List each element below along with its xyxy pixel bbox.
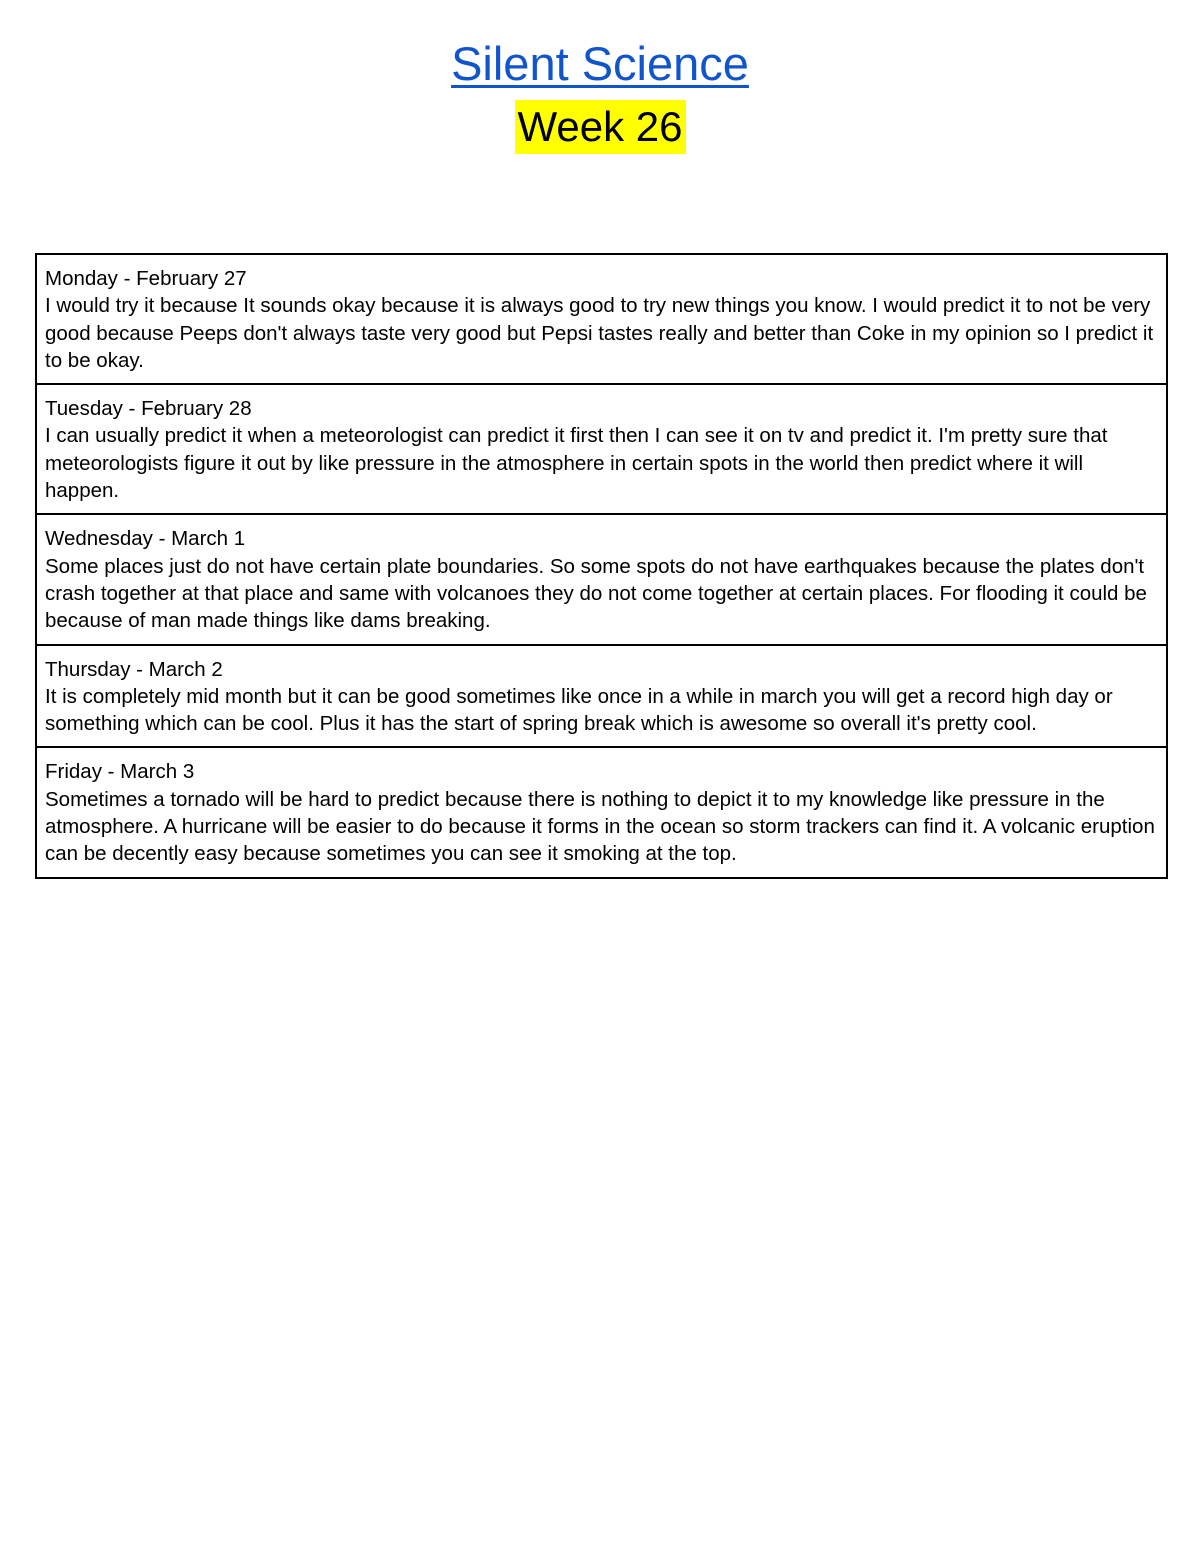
document-header xyxy=(0,36,1200,154)
entry-day-label: Monday - February 27 xyxy=(45,267,247,290)
entry-text: It is completely mid month but it can be good sometimes like once in a while in march you will get a record high day or something which can be cool. Plus it has the start of spring break which is awesome so overall it's pretty cool. xyxy=(45,684,1113,736)
entry-cell-tuesday xyxy=(36,384,1167,514)
entry-day-label: Thursday - March 2 xyxy=(45,657,223,681)
entry-text: I can usually predict it when a meteorologist can predict it first then I can see it on tv and predict it. I'm pretty sure that meteorologists figure it out by like pressure in the atmosphere in certain spots in the world then predict where it will happen. xyxy=(45,424,1108,503)
entry-day-label: Wednesday - March 1 xyxy=(45,527,246,551)
entry-text: Sometimes a tornado will be hard to predict because there is nothing to depict it to my knowledge like pressure in the atmosphere. A hurricane will be easier to do because it forms in the ocean so storm trackers can find it. A volcanic eruption can be decently easy because sometimes you can see it smoking at the top. xyxy=(45,787,1155,866)
week-label: Week 26 xyxy=(515,100,686,154)
table-row xyxy=(36,645,1167,748)
table-row xyxy=(36,747,1167,877)
journal-table xyxy=(35,253,1168,879)
entry-cell-monday xyxy=(36,254,1167,384)
table-row xyxy=(36,254,1167,384)
entry-day-label: Tuesday - February 28 xyxy=(45,397,252,421)
entry-cell-wednesday xyxy=(36,514,1167,644)
entry-text: I would try it because It sounds okay because it is always good to try new things you know. I would predict it to not be very good because Peeps don't always taste very good but Pepsi tastes really and better than Coke in my opinion so I predict it to be okay. xyxy=(45,294,1154,372)
entry-text: Some places just do not have certain plate boundaries. So some spots do not have earthquakes because the plates don't crash together at that place and same with volcanoes they do not come together at certain places. For flooding it could be because of man made things like dams breaking. xyxy=(45,554,1147,633)
entry-cell-friday xyxy=(36,747,1167,877)
entry-day-label: Friday - March 3 xyxy=(45,760,195,784)
entry-cell-thursday xyxy=(36,645,1167,748)
table-row xyxy=(36,384,1167,514)
table-row xyxy=(36,514,1167,644)
document-title-link[interactable]: Silent Science xyxy=(451,37,749,90)
